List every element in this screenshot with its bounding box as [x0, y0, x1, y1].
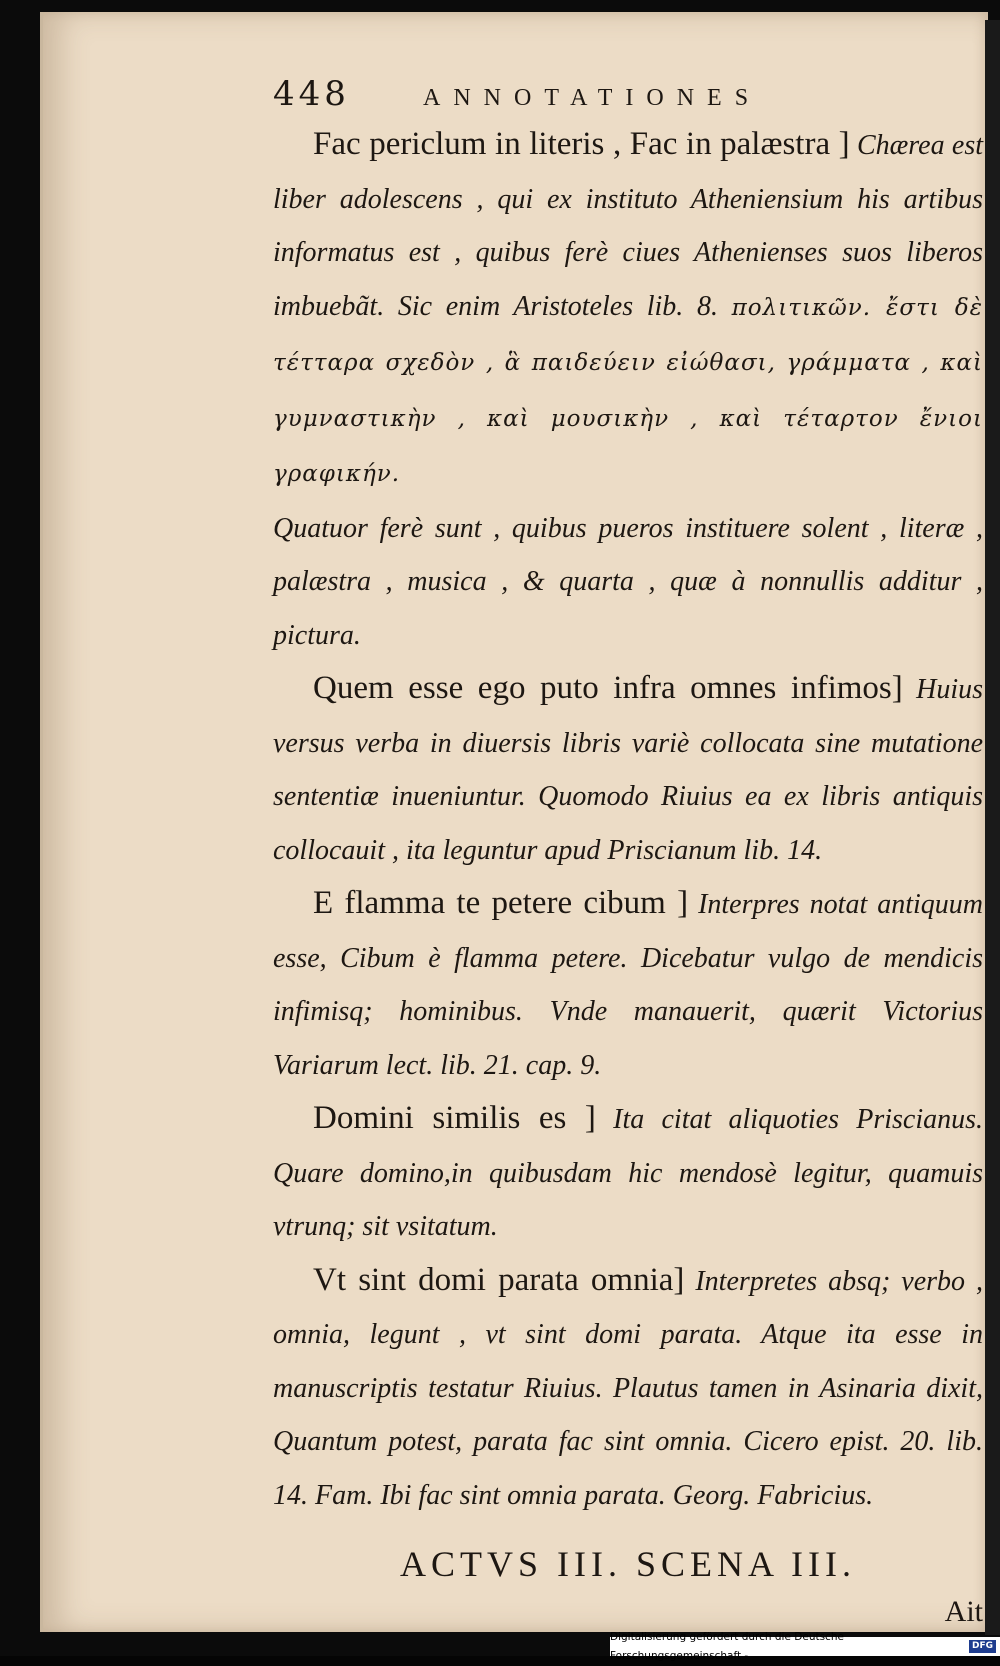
running-head	[273, 74, 983, 118]
dfg-logo-icon: DFG	[969, 1640, 996, 1653]
annotation-note: Ita citat aliquoties Priscianus. Quare domino,in quibusdam hic mendosè legitur, quamuis vtrunq; sit vsitatum.	[273, 1104, 984, 1242]
lemma: Fac periclum in literis , Fac in palæstra ]	[313, 126, 850, 162]
page-number: 448	[273, 74, 350, 114]
annotation-note: Quatuor ferè sunt , quibus pueros instituere solent , literæ , palæstra , musica , & quarta , quæ à nonnullis additur , pictura.	[273, 512, 983, 651]
page-content	[273, 74, 983, 1632]
lemma: Domini similis es ]	[313, 1100, 596, 1136]
annotation-note: Interpretes absq; verbo , omnia, legunt , vt sint domi parata. Atque ita esse in manuscriptis testatur Riuius. Plautus tamen in Asinaria dixit, Quantum potest, parata fac sint omnia. Cicero epist. 20. lib. 14. Fam. Ibi fac sint omnia parata. Georg. Fabricius.	[273, 1265, 984, 1511]
annotation-entry	[273, 1092, 983, 1254]
annotation-entry	[273, 662, 983, 877]
lemma: Quem esse ego puto infra omnes infimos]	[313, 670, 903, 706]
digitization-credit	[610, 1630, 1000, 1662]
running-title: ANNOTATIONES	[423, 85, 762, 111]
annotation-entry	[273, 118, 983, 502]
annotation-note: Huius versus verba in diuersis libris variè collocata sine mutatione sententiæ inueniuntur. Quomodo Riuius ea ex libris antiquis collocauit , ita leguntur apud Priscianum lib. 14.	[273, 674, 984, 866]
section-title: ACTVS III. SCENA III.	[400, 1544, 856, 1584]
page-edge	[985, 20, 1000, 1635]
greek-quotation: πολιτικῶν. ἔστι δὲ τέτταρα σχεδὸν , ἃ παιδεύειν εἰώθασι, γράμματα , καὶ γυμναστικὴν , καὶ μουσικὴν , καὶ τέταρτον ἔνιοι γραφικήν.	[273, 294, 984, 487]
catchword: Ait	[944, 1595, 983, 1628]
annotation-entry	[273, 877, 983, 1092]
lemma: Vt sint domi parata omnia]	[313, 1261, 685, 1298]
credit-text: Digitalisierung gefördert durch die Deutsche Forschungsgemeinschaft -	[610, 1630, 844, 1662]
lemma: E flamma te petere cibum ]	[313, 885, 689, 921]
annotation-entry	[273, 1254, 983, 1523]
annotation-entry	[273, 502, 983, 663]
annotation-note: Interpres notat antiquum esse, Cibum è flamma petere. Dicebatur vulgo de mendicis infimisq; hominibus. Vnde manauerit, quærit Victorius Variarum lect. lib. 21. cap. 9.	[273, 889, 983, 1081]
annotation-note: Chærea est liber adolescens , qui ex instituto Atheniensium his artibus informatus est , quibus ferè ciues Athenienses suos liberos imbuebãt. Sic enim Aristoteles lib. 8.	[273, 130, 983, 322]
